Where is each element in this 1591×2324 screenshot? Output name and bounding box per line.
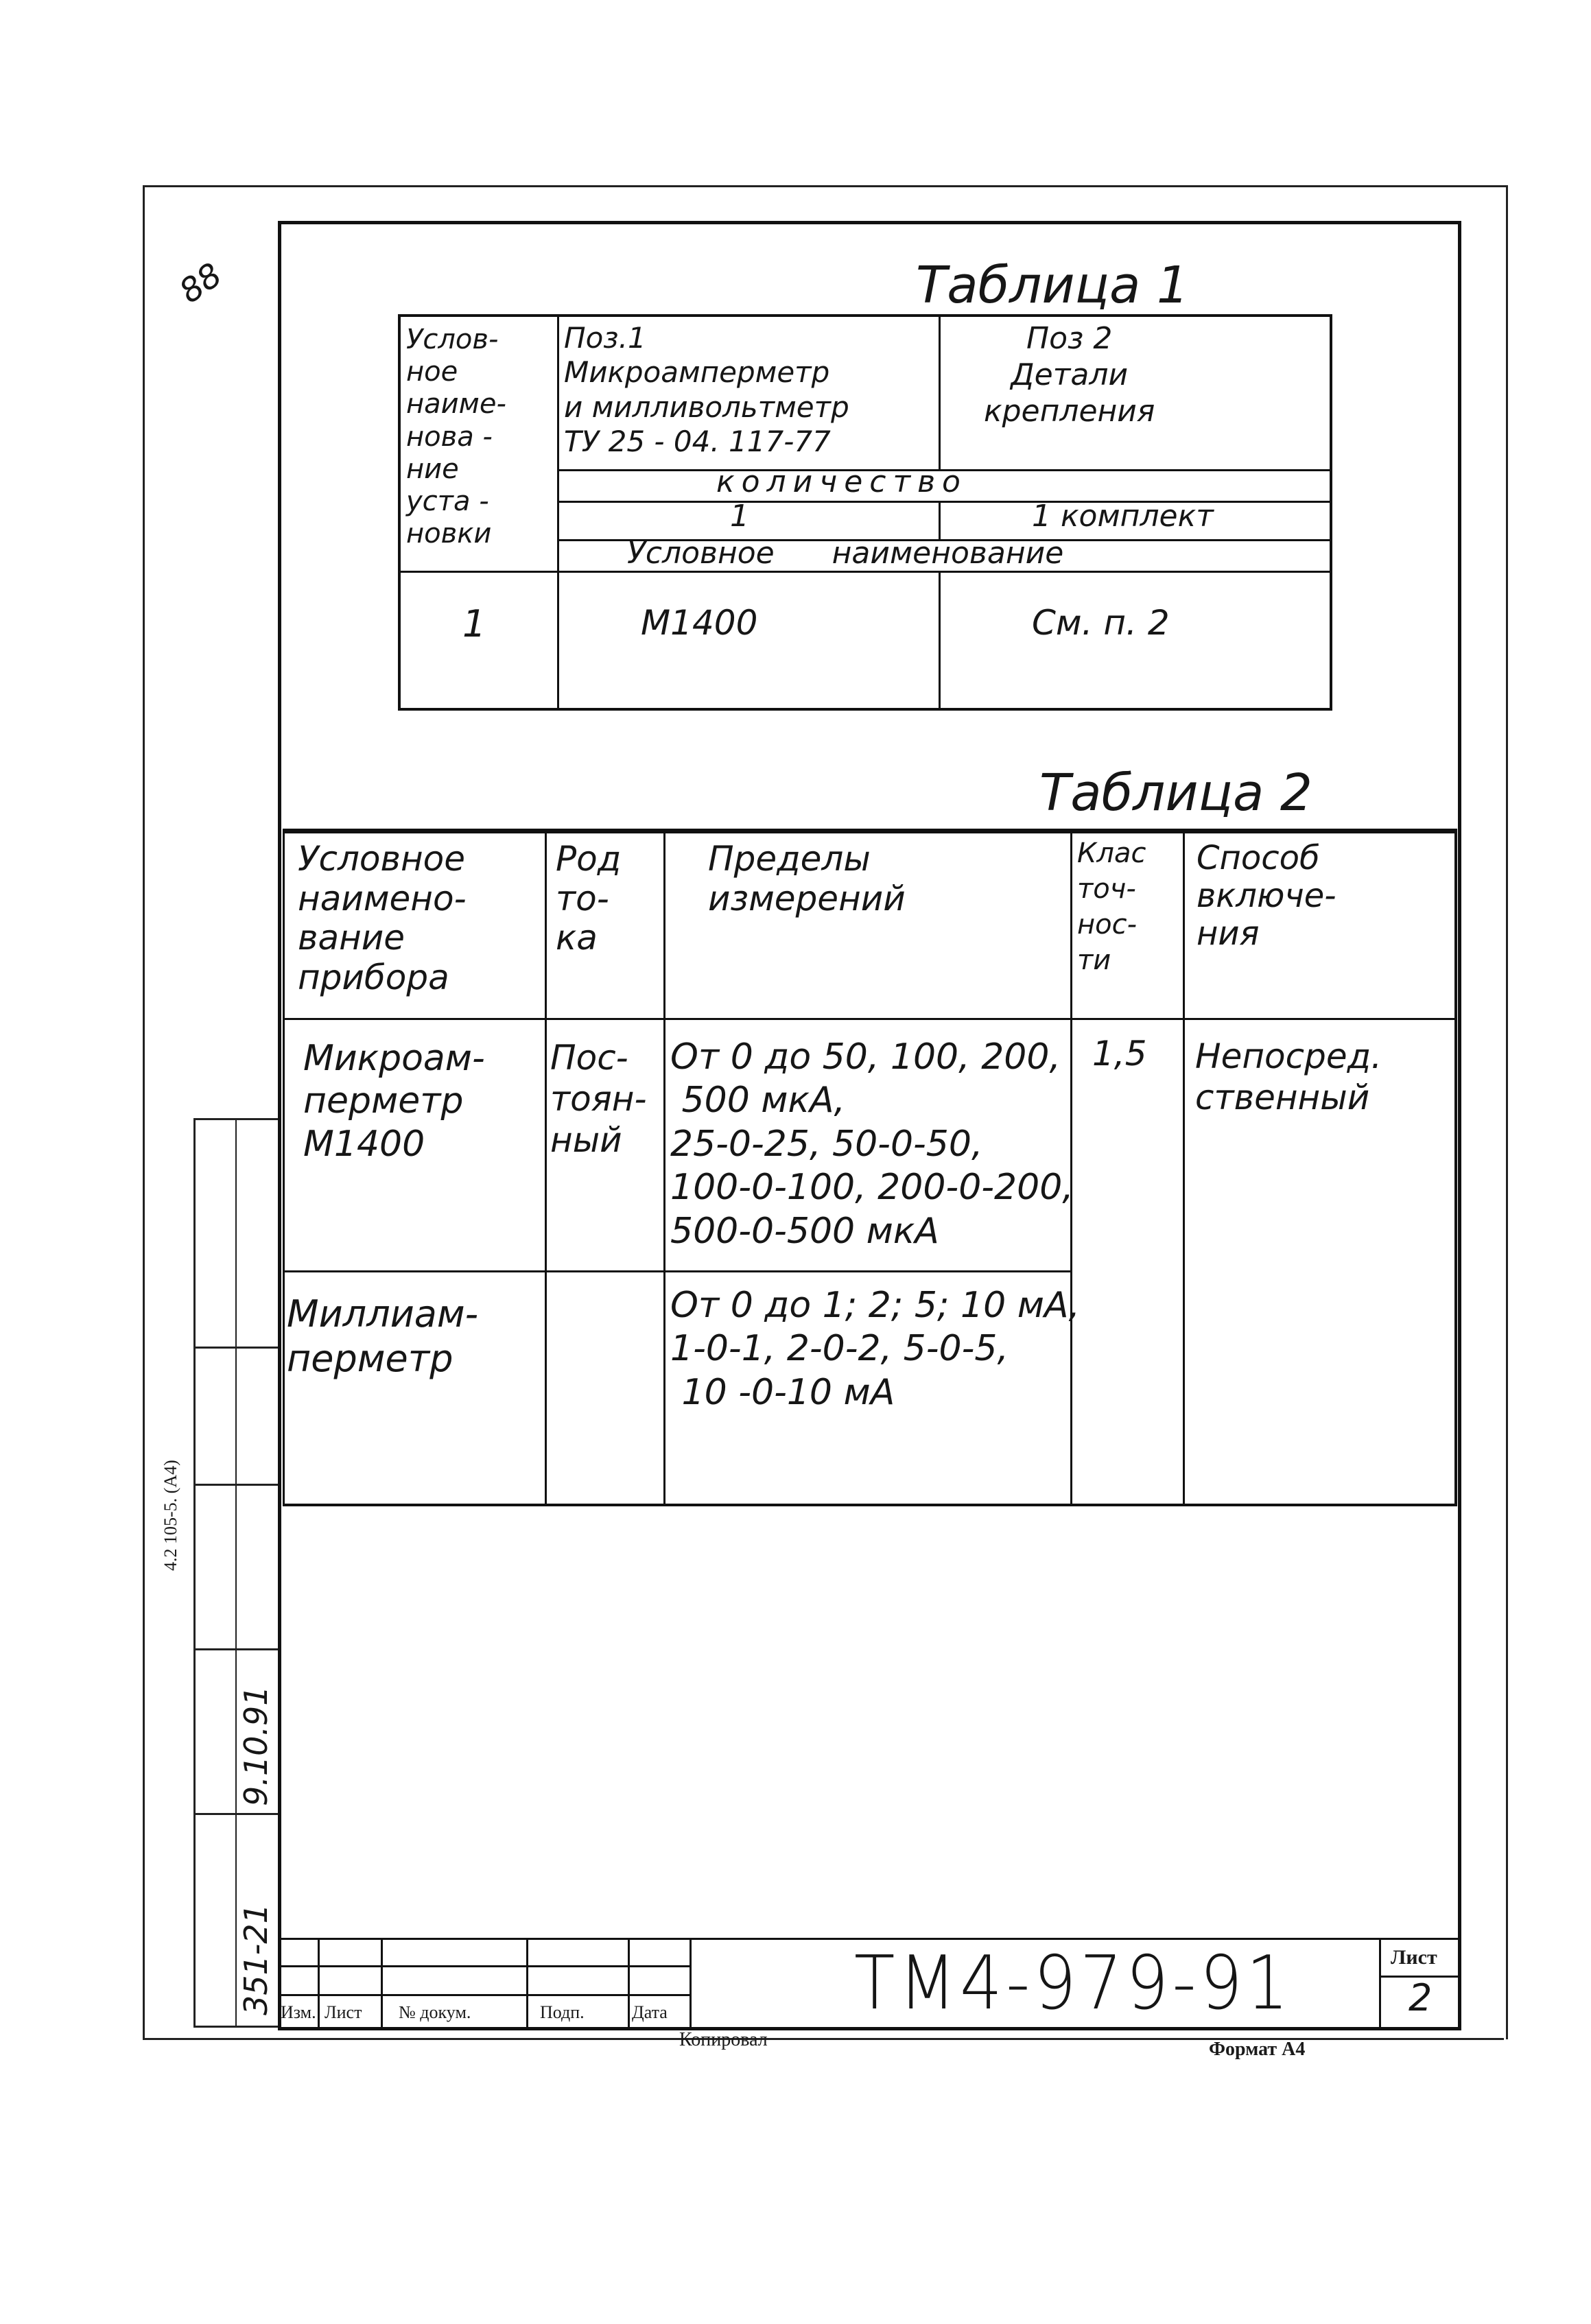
table1-caption: Таблица 1 bbox=[916, 256, 1189, 315]
corner-page-number: 88 bbox=[172, 255, 229, 311]
table2-row1-current: Пос- тоян- ный bbox=[550, 1038, 647, 1160]
table1-quantity-2: 1 комплект bbox=[1032, 499, 1214, 534]
table1-row-parts: См. п. 2 bbox=[1032, 603, 1170, 643]
table2-row2-limits: От 0 до 1; 2; 5; 10 мА, 1-0-1, 2-0-2, 5-0-5, 10 -0-10 мА bbox=[670, 1285, 1081, 1413]
table2-header-accuracy: Клас точ- нос- ти bbox=[1077, 838, 1146, 976]
table1-header-installation: Услов- ное наиме- нова - ние уста - новки bbox=[406, 324, 506, 550]
tb-label-change: Изм. bbox=[281, 2002, 316, 2022]
table1-row-code: 1 bbox=[462, 602, 486, 645]
tb-sheet-number: 2 bbox=[1409, 1976, 1433, 2019]
tb-label-sheet: Лист bbox=[325, 2002, 362, 2022]
table2-header-device: Условное наимено- вание прибора bbox=[298, 839, 467, 997]
table1-conventional-name: Условное наименование bbox=[627, 536, 1064, 571]
footer-copied: Копировал bbox=[679, 2029, 768, 2050]
table1-row-device: М1400 bbox=[641, 603, 758, 643]
table2-header-limits: Пределы измерений bbox=[708, 839, 906, 918]
table1-header-pos1: Поз.1 Микроамперметр и милливольтметр ТУ 25 - 04. 117-77 bbox=[564, 321, 849, 459]
table2-row2-device: Миллиам- перметр bbox=[287, 1292, 479, 1380]
table2-row1-device: Микроам- перметр М1400 bbox=[303, 1038, 485, 1165]
table1 bbox=[398, 314, 1332, 711]
table1-header-pos2: Поз 2 Детали крепления bbox=[984, 321, 1155, 429]
side-doc-number: 351-21 bbox=[237, 1904, 274, 2015]
side-stamp bbox=[193, 1118, 278, 2028]
footer-format: Формат А4 bbox=[1209, 2039, 1306, 2060]
table2-row1-connection: Непосред. ственный bbox=[1195, 1036, 1382, 1117]
tb-label-document: № докум. bbox=[399, 2002, 471, 2022]
document-designation: ТМ4-979-91 bbox=[854, 1941, 1293, 2026]
table2 bbox=[283, 829, 1457, 1506]
tb-sheet-label: Лист bbox=[1391, 1946, 1437, 1969]
table2-caption: Таблица 2 bbox=[1039, 763, 1312, 822]
tb-label-date: Дата bbox=[632, 2002, 668, 2022]
table1-quantity-1: 1 bbox=[730, 499, 749, 534]
side-format-note: 4.2 105-5. (А4) bbox=[161, 1460, 180, 1571]
tb-label-signature: Подп. bbox=[540, 2002, 585, 2022]
title-block bbox=[278, 1938, 1458, 2027]
table2-row1-limits: От 0 до 50, 100, 200, 500 мкА, 25-0-25, 50-0-50, 100-0-100, 200-0-200, 500-0-500 мкА bbox=[670, 1036, 1074, 1252]
side-date: 9.10.91 bbox=[237, 1685, 274, 1806]
table1-quantity-label: количество bbox=[716, 464, 967, 499]
table2-row1-accuracy: 1,5 bbox=[1092, 1034, 1147, 1074]
table2-header-current: Род то- ка bbox=[556, 839, 622, 958]
table2-header-connection: Способ включе- ния bbox=[1197, 839, 1336, 953]
